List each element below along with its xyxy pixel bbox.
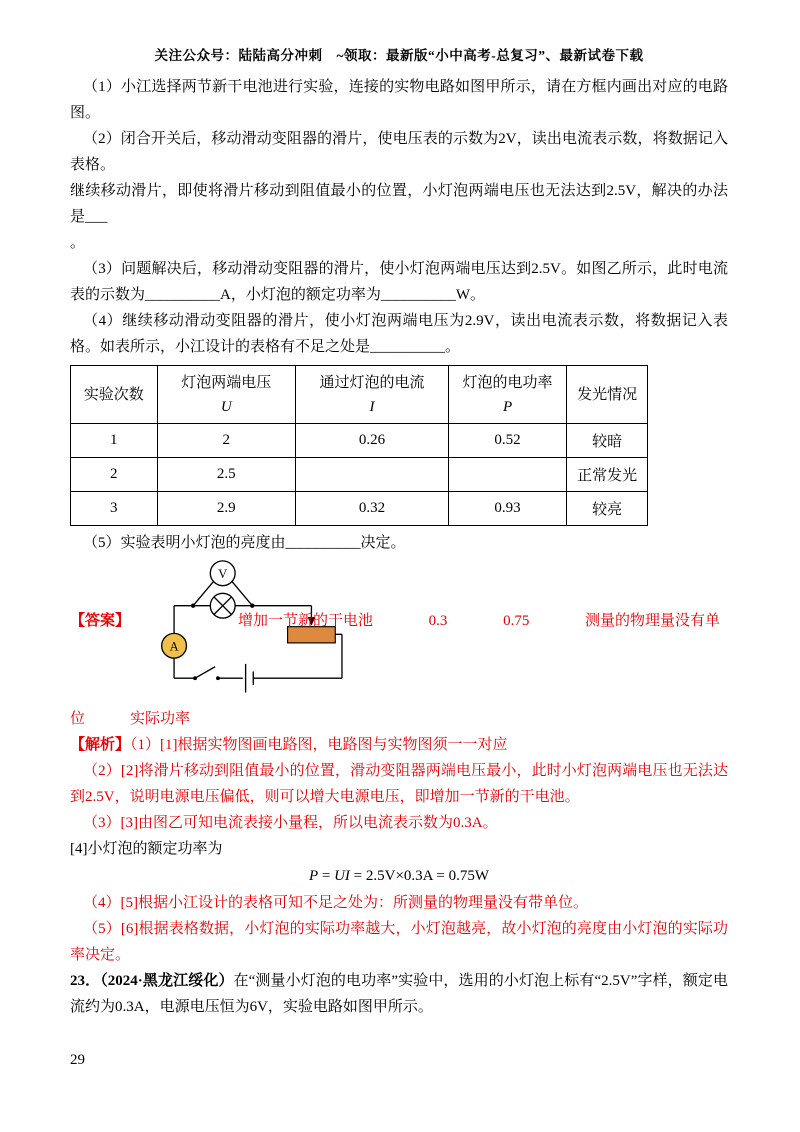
analysis-label: 【解析】 bbox=[70, 737, 131, 753]
question-23-text: 在“测量小灯泡的电功率”实验中，选用的小灯泡上标有“2.5V”字样，额定电流约为0.3A，电源电压恒为6V，实验电路如图甲所示。 bbox=[70, 973, 728, 1015]
table-row bbox=[71, 458, 648, 492]
table-cell-trial: 2 bbox=[71, 458, 158, 492]
col-header-current-symbol: I bbox=[369, 398, 375, 415]
analysis-line-5: （4）[5]根据小江设计的表格可知不足之处为：所测量的物理量没有带单位。 bbox=[83, 895, 588, 911]
power-formula bbox=[70, 862, 728, 890]
analysis-line-3: （3）[3]由图乙可知电流表接小量程，所以电流表示数为0.3A。 bbox=[83, 815, 498, 831]
col-header-power-symbol: P bbox=[502, 398, 513, 415]
page-number: 29 bbox=[70, 1052, 85, 1068]
col-header-power-label: 灯泡的电功率 bbox=[462, 374, 553, 391]
table-cell-power: 0.93 bbox=[448, 492, 566, 526]
table-row bbox=[71, 424, 648, 458]
table-cell-trial: 3 bbox=[71, 492, 158, 526]
col-header-trial: 实验次数 bbox=[71, 366, 158, 424]
question-part-4: （4）继续移动滑动变阻器的滑片，使小灯泡两端电压为2.9V，读出电流表示数，将数据记入表格。如表所示，小江设计的表格有不足之处是__________。 bbox=[70, 313, 728, 355]
ammeter-label: A bbox=[169, 639, 179, 654]
switch-icon bbox=[174, 667, 243, 680]
analysis-line-6: （5）[6]根据表格数据，小灯泡的实际功率越大，小灯泡越亮，故小灯泡的亮度由小灯泡的实际功率决定。 bbox=[70, 921, 728, 963]
ammeter-icon bbox=[162, 633, 187, 658]
table-cell-voltage: 2.5 bbox=[157, 458, 295, 492]
answer-line-2: 位 实际功率 bbox=[70, 711, 191, 727]
analysis-line-1 bbox=[70, 732, 728, 758]
answer-line bbox=[70, 608, 720, 634]
question-part-2-end: 。 bbox=[70, 235, 86, 251]
col-header-voltage-label: 灯泡两端电压 bbox=[181, 374, 272, 391]
answer-region bbox=[70, 558, 728, 706]
analysis-line-2: （2）[2]将滑片移动到阻值最小的位置，滑动变阻器两端电压最小，此时小灯泡两端电压也无法达到2.5V，说明电源电压偏低，则可以增大电源电压，即增加一节新的干电池。 bbox=[70, 763, 728, 805]
table-cell-voltage: 2.9 bbox=[157, 492, 295, 526]
col-header-current-label: 通过灯泡的电流 bbox=[319, 374, 425, 391]
formula-p: P bbox=[308, 868, 319, 884]
formula-tail: = 2.5V×0.3A = 0.75W bbox=[353, 868, 490, 884]
answer-value-3: 0.75 bbox=[503, 613, 530, 629]
question-part-3: （3）问题解决后，移动滑动变阻器的滑片，使小灯泡两端电压达到2.5V。如图乙所示，此时电流表的示数为__________A，小灯泡的额定功率为__________W。 bbox=[70, 261, 728, 303]
page-header: 关注公众号：陆陆高分冲刺 ~领取：最新版“小中高考-总复习”、最新试卷下载 bbox=[154, 48, 644, 63]
voltmeter-label: V bbox=[218, 567, 228, 582]
question-part-2: （2）闭合开关后，移动滑动变阻器的滑片，使电压表的示数为2V，读出电流表示数，将数据记入表格。 bbox=[70, 131, 728, 173]
col-header-voltage-symbol: U bbox=[220, 398, 232, 415]
table-cell-power bbox=[448, 458, 566, 492]
answer-values bbox=[238, 608, 720, 634]
question-23-number: 23．（2024·黑龙江绥化） bbox=[70, 973, 234, 989]
question-part-5: （5）实验表明小灯泡的亮度由__________决定。 bbox=[83, 535, 406, 551]
table-cell-trial: 1 bbox=[71, 424, 158, 458]
answer-label: 【答案】 bbox=[70, 613, 131, 629]
table-cell-current: 0.26 bbox=[296, 424, 449, 458]
answer-value-4: 测量的物理量没有单 bbox=[584, 613, 720, 629]
question-part-1: （1）小江选择两节新干电池进行实验，连接的实物电路如图甲所示，请在方框内画出对应的电路图。 bbox=[70, 79, 728, 121]
table-cell-power: 0.52 bbox=[448, 424, 566, 458]
answer-value-1: 增加一节新的干电池 bbox=[238, 613, 374, 629]
col-header-power bbox=[448, 366, 566, 424]
experiment-table bbox=[70, 365, 648, 526]
battery-icon bbox=[246, 664, 342, 693]
answer-value-2: 0.3 bbox=[428, 613, 448, 629]
table-cell-current bbox=[296, 458, 449, 492]
col-header-current bbox=[296, 366, 449, 424]
col-header-brightness: 发光情况 bbox=[567, 366, 648, 424]
col-header-voltage bbox=[157, 366, 295, 424]
table-cell-brightness: 较暗 bbox=[567, 424, 648, 458]
table-cell-current: 0.32 bbox=[296, 492, 449, 526]
question-23 bbox=[70, 968, 728, 1020]
formula-equals: = bbox=[321, 868, 331, 884]
analysis-line-4: [4]小灯泡的额定功率为 bbox=[70, 841, 223, 857]
formula-ui: UI bbox=[334, 868, 350, 884]
question-part-2-cont: 继续移动滑片，即使将滑片移动到阻值最小的位置，小灯泡两端电压也无法达到2.5V，解决的办法是___ bbox=[70, 183, 728, 225]
table-header-row bbox=[71, 366, 648, 424]
analysis-text-1: （1）[1]根据实物图画电路图，电路图与实物图须一一对应 bbox=[130, 737, 508, 753]
table-cell-brightness: 较亮 bbox=[567, 492, 648, 526]
table-cell-voltage: 2 bbox=[157, 424, 295, 458]
table-cell-brightness: 正常发光 bbox=[567, 458, 648, 492]
table-row bbox=[71, 492, 648, 526]
